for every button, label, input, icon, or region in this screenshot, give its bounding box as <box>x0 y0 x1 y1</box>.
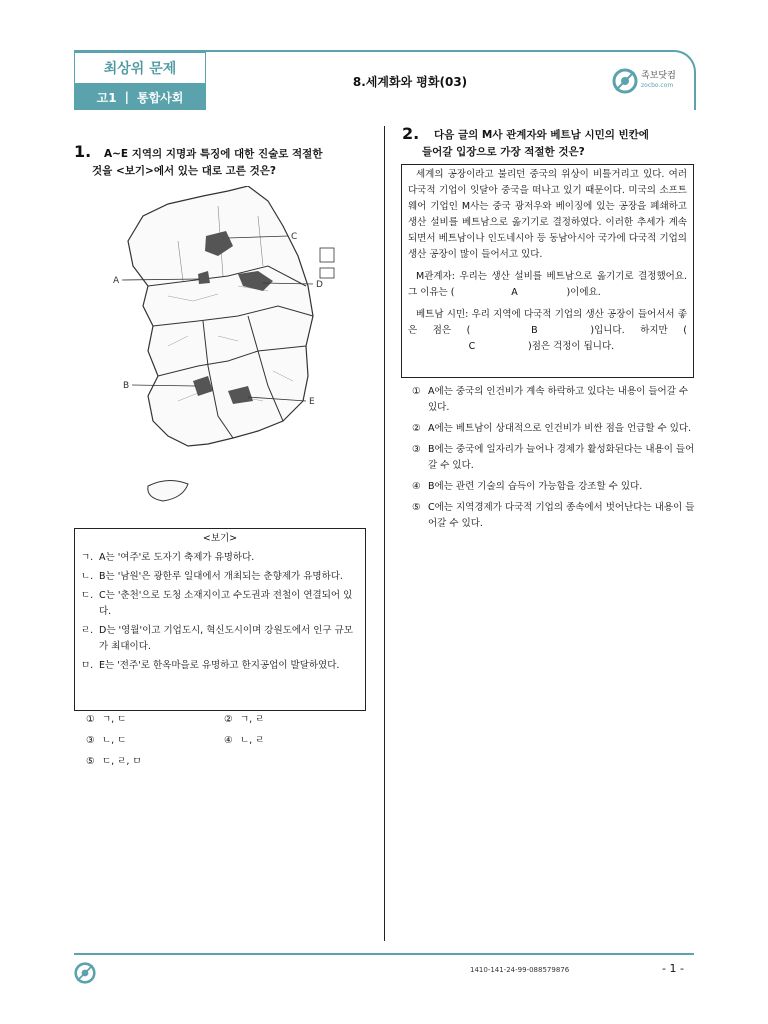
blank-b: B <box>531 325 538 336</box>
choice-text: A에는 베트남이 상대적으로 인건비가 비싼 점을 언급할 수 있다. <box>428 423 692 434</box>
subject-label: 통합사회 <box>136 90 184 105</box>
choice-text: B에는 중국에 일자리가 늘어나 경제가 활성화된다는 내용이 들어갈 수 있다. <box>428 444 695 471</box>
bogi-mark: ㄴ. <box>81 571 94 582</box>
choice-mark: ① <box>412 386 421 397</box>
bogi-mark: ㄱ. <box>81 552 94 563</box>
page-title: 8.세계화와 평화(03) <box>352 75 468 89</box>
map-label-e: E <box>309 397 315 407</box>
bogi-text: A는 '여주'로 도자기 축제가 유명하다. <box>99 552 255 563</box>
choice-text: ㄴ, ㄹ <box>240 735 265 746</box>
logo-text <box>641 71 676 91</box>
q2-choice-5[interactable] <box>412 500 696 532</box>
choice-text: C에는 지역경제가 다국적 기업의 종속에서 벗어난다는 내용이 들어갈 수 있다. <box>428 502 695 529</box>
bogi-text: B는 '남원'은 광한루 일대에서 개최되는 춘향제가 유명하다. <box>99 571 343 582</box>
choice-text: ㄷ, ㄹ, ㅁ <box>102 756 142 767</box>
choice-text: A에는 중국의 인건비가 계속 하락하고 있다는 내용이 들어갈 수 있다. <box>428 386 689 413</box>
mainland-outline <box>128 186 313 446</box>
bogi-box <box>74 528 366 711</box>
grade-label: 고1 <box>96 90 117 105</box>
choice-mark: ④ <box>412 481 421 492</box>
q1-choice-4[interactable] <box>224 733 264 749</box>
footer-logo-icon <box>74 962 96 984</box>
ulleungdo-inset <box>320 248 334 262</box>
q2-text-line2: 들어갈 입장으로 가장 적절한 것은? <box>422 146 585 158</box>
bogi-item <box>81 569 359 585</box>
bogi-item <box>81 658 359 674</box>
q1-choice-2[interactable] <box>224 712 264 728</box>
level-badge: 최상위 문제 <box>74 52 206 84</box>
q2-passage: 세계의 공장이라고 불리던 중국의 위상이 비틀거리고 있다. 여러 다국적 기업이 잇달아 중국을 떠나고 있기 때문이다. 미국의 소프트웨어 기업인 M사는 중국 광저우와 베이징에 있는 공장을 폐쇄하고 생산 설비를 베트남으로 옮기기로 결정하였다. 이러한 추세가 계속되면서 베트남이나 인도네시아 등 동남아시아 국가에 다국적 기업의 생산 공장이 많이 들어서고 있다. <box>408 169 687 260</box>
v-mid: )입니다. 하지만 ( <box>590 325 687 336</box>
q1-text-line1: A~E 지역의 지명과 특징에 대한 진술로 적절한 <box>104 148 323 160</box>
blank-c: C <box>468 341 476 352</box>
q2-passage-box <box>401 164 694 378</box>
q1-choice-1[interactable] <box>86 712 126 728</box>
m-after: )이에요. <box>566 287 601 298</box>
q2-number: 2. <box>402 124 420 143</box>
choice-mark: ③ <box>412 444 421 455</box>
badge-separator: | <box>124 90 129 104</box>
choice-text: B에는 관련 기술의 습득이 가능함을 강조할 수 있다. <box>428 481 643 492</box>
bogi-item <box>81 550 359 566</box>
q1-text <box>92 146 374 180</box>
bogi-item <box>81 588 359 620</box>
v-before: 베트남 시민: 우리 지역에 다국적 기업의 생산 공장이 들어서서 좋은 점은 ( <box>408 309 687 336</box>
choice-mark: ③ <box>86 735 95 746</box>
q2-m-statement <box>408 269 687 301</box>
choice-text: ㄱ, ㄹ <box>240 714 265 725</box>
choice-mark: ② <box>224 714 233 725</box>
bogi-mark: ㅁ. <box>81 660 94 671</box>
dokdo-inset <box>320 268 334 278</box>
choice-text: ㄴ, ㄷ <box>102 735 127 746</box>
column-divider <box>384 126 385 941</box>
logo-url: zocbo.com <box>641 82 674 89</box>
choice-mark: ⑤ <box>86 756 95 767</box>
brand-logo[interactable] <box>612 68 676 94</box>
blank-a: A <box>511 287 518 298</box>
choice-mark: ② <box>412 423 421 434</box>
logo-name: 족보닷컴 <box>641 71 676 81</box>
q1-text-line2: 것을 <보기>에서 있는 대로 고른 것은? <box>92 165 276 177</box>
q2-text <box>422 127 704 161</box>
q2-choice-3[interactable] <box>412 442 696 474</box>
bogi-title: <보기> <box>202 533 238 544</box>
bogi-text: C는 '춘천'으로 도청 소재지이고 수도권과 전철이 연결되어 있다. <box>99 590 353 617</box>
jeju-island <box>148 480 188 501</box>
footer-line <box>74 953 694 955</box>
q2-v-statement <box>408 307 687 355</box>
q1-number: 1. <box>74 142 92 161</box>
q2-choice-2[interactable] <box>412 421 696 437</box>
bogi-text: D는 '영월'이고 기업도시, 혁신도시이며 강원도에서 인구 규모가 최대이다. <box>99 625 353 652</box>
korea-map <box>108 186 358 516</box>
q2-choice-1[interactable] <box>412 384 696 416</box>
q2-text-line1: 다음 글의 M사 관계자와 베트남 시민의 빈칸에 <box>434 129 649 141</box>
choice-mark: ① <box>86 714 95 725</box>
v-after: )점은 걱정이 됩니다. <box>528 341 615 352</box>
grade-subject-badge <box>74 84 206 110</box>
q1-choice-5[interactable] <box>86 754 142 770</box>
choice-text: ㄱ, ㄷ <box>102 714 127 725</box>
bogi-mark: ㄹ. <box>81 625 94 636</box>
choice-mark: ④ <box>224 735 233 746</box>
bogi-text: E는 '전주'로 한옥마을로 유명하고 한지공업이 발달하였다. <box>99 660 340 671</box>
q2-choice-4[interactable] <box>412 479 696 495</box>
map-label-a: A <box>113 276 120 286</box>
bogi-mark: ㄷ. <box>81 590 94 601</box>
logo-icon <box>612 68 638 94</box>
page-number: - 1 - <box>662 962 684 975</box>
m-before: M관계자: 우리는 생산 설비를 베트남으로 옮기기로 결정했어요. 그 이유는 ( <box>408 271 687 298</box>
q2-choices <box>412 384 696 537</box>
map-label-b: B <box>123 381 130 391</box>
choice-mark: ⑤ <box>412 502 421 513</box>
footer-code: 1410-141-24-99-088579876 <box>470 966 570 974</box>
map-label-c: C <box>291 232 298 242</box>
q1-choice-3[interactable] <box>86 733 126 749</box>
map-label-d: D <box>316 280 323 290</box>
bogi-item <box>81 623 359 655</box>
